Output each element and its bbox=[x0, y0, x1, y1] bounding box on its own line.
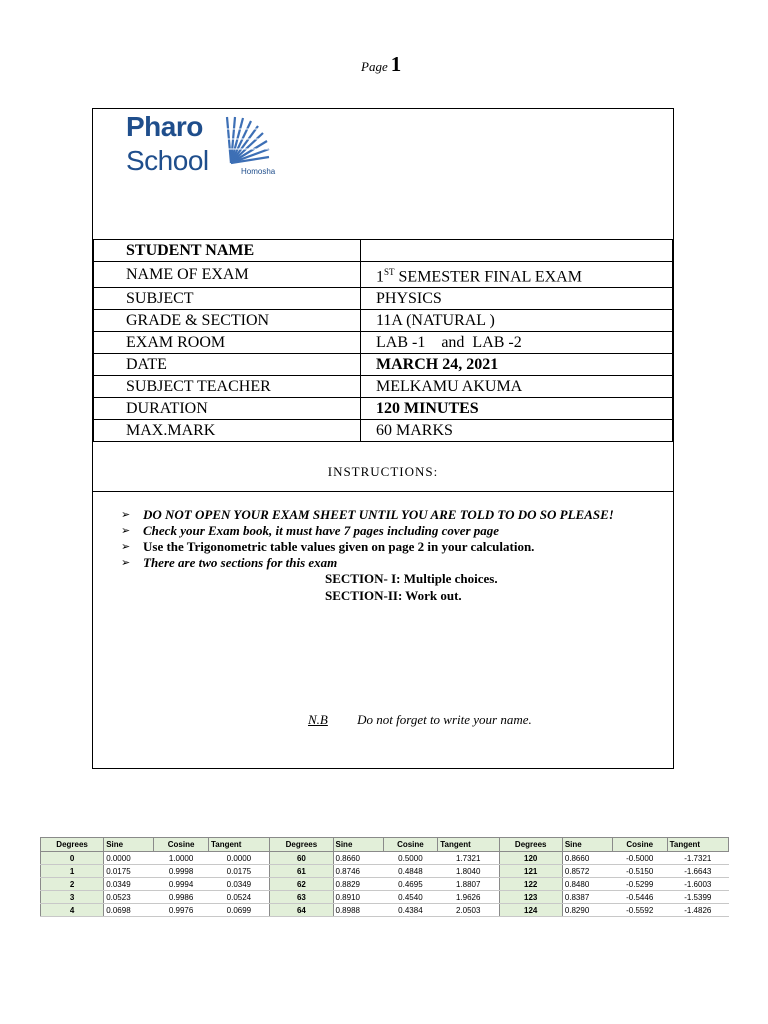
table-cell: 0.8746 bbox=[333, 865, 383, 878]
info-value: 11A (NATURAL ) bbox=[361, 310, 673, 332]
table-cell: 124 bbox=[499, 904, 562, 917]
table-cell: 0.0000 bbox=[104, 852, 154, 865]
table-cell: 0.0349 bbox=[104, 878, 154, 891]
table-cell: 121 bbox=[499, 865, 562, 878]
arrow-bullet-icon: ➢ bbox=[121, 541, 131, 553]
info-value: 120 MINUTES bbox=[361, 398, 673, 420]
col-header: Cosine bbox=[612, 838, 667, 852]
table-cell: -0.5150 bbox=[612, 865, 667, 878]
info-row bbox=[94, 310, 673, 332]
divider bbox=[93, 491, 673, 492]
section-item: SECTION-II: Work out. bbox=[325, 588, 462, 603]
info-label: MAX.MARK bbox=[94, 420, 361, 442]
table-cell: 64 bbox=[270, 904, 333, 917]
page-number-value: 1 bbox=[390, 52, 402, 76]
col-header: Tangent bbox=[667, 838, 728, 852]
arrow-bullet-icon: ➢ bbox=[121, 509, 131, 521]
table-row bbox=[41, 865, 729, 878]
table-cell: 63 bbox=[270, 891, 333, 904]
ordinal-suffix: ST bbox=[384, 267, 395, 277]
col-header: Tangent bbox=[438, 838, 499, 852]
table-cell: 120 bbox=[499, 852, 562, 865]
table-cell: 61 bbox=[270, 865, 333, 878]
nb-label: N.B bbox=[308, 712, 328, 727]
info-label: NAME OF EXAM bbox=[94, 262, 361, 288]
instructions-list bbox=[121, 507, 614, 571]
list-item bbox=[121, 523, 614, 539]
table-cell: -0.5446 bbox=[612, 891, 667, 904]
table-cell: 0.0524 bbox=[208, 891, 269, 904]
sections-list bbox=[325, 570, 498, 604]
info-row bbox=[94, 332, 673, 354]
cover-sheet bbox=[92, 108, 674, 769]
table-cell: 0.0699 bbox=[208, 904, 269, 917]
info-label: SUBJECT bbox=[94, 288, 361, 310]
info-label: STUDENT NAME bbox=[94, 240, 361, 262]
table-cell: 0.8910 bbox=[333, 891, 383, 904]
table-cell: 4 bbox=[41, 904, 104, 917]
section-item: SECTION- I: Multiple choices. bbox=[325, 571, 498, 586]
table-cell: 3 bbox=[41, 891, 104, 904]
table-cell: 1.9626 bbox=[438, 891, 499, 904]
arrow-bullet-icon: ➢ bbox=[121, 557, 131, 569]
info-row bbox=[94, 398, 673, 420]
student-name-field[interactable] bbox=[361, 240, 673, 262]
info-label: DURATION bbox=[94, 398, 361, 420]
col-header: Degrees bbox=[499, 838, 562, 852]
table-cell: 0.9994 bbox=[154, 878, 209, 891]
trig-body bbox=[41, 852, 729, 917]
table-cell: 62 bbox=[270, 878, 333, 891]
col-header: Sine bbox=[333, 838, 383, 852]
table-cell: 2.0503 bbox=[438, 904, 499, 917]
table-cell: 1.7321 bbox=[438, 852, 499, 865]
table-cell: -1.6643 bbox=[667, 865, 728, 878]
table-cell: -1.6003 bbox=[667, 878, 728, 891]
info-value: 60 MARKS bbox=[361, 420, 673, 442]
table-cell: 0.8387 bbox=[562, 891, 612, 904]
col-header: Sine bbox=[562, 838, 612, 852]
exam-info-table bbox=[93, 239, 673, 442]
table-cell: 1.0000 bbox=[154, 852, 209, 865]
school-logo bbox=[126, 111, 276, 181]
table-cell: 0.8988 bbox=[333, 904, 383, 917]
info-label: GRADE & SECTION bbox=[94, 310, 361, 332]
col-header: Sine bbox=[104, 838, 154, 852]
info-value: MELKAMU AKUMA bbox=[361, 376, 673, 398]
table-cell: 0.0349 bbox=[208, 878, 269, 891]
table-cell: 0.8290 bbox=[562, 904, 612, 917]
col-header: Degrees bbox=[270, 838, 333, 852]
table-cell: 0.9986 bbox=[154, 891, 209, 904]
table-row bbox=[41, 891, 729, 904]
info-row bbox=[94, 376, 673, 398]
table-cell: -1.5399 bbox=[667, 891, 728, 904]
table-cell: 1 bbox=[41, 865, 104, 878]
instruction-text: Use the Trigonometric table values given on page 2 in your calculation. bbox=[143, 539, 535, 554]
table-cell: -0.5299 bbox=[612, 878, 667, 891]
page-number bbox=[361, 52, 401, 77]
table-cell: 0.4540 bbox=[383, 891, 438, 904]
table-cell: 0.9998 bbox=[154, 865, 209, 878]
table-cell: 0.5000 bbox=[383, 852, 438, 865]
table-cell: 0.0698 bbox=[104, 904, 154, 917]
table-row bbox=[41, 852, 729, 865]
list-item bbox=[121, 507, 614, 523]
table-cell: 0.8829 bbox=[333, 878, 383, 891]
info-value bbox=[361, 262, 673, 288]
table-cell: 0.0000 bbox=[208, 852, 269, 865]
info-value: PHYSICS bbox=[361, 288, 673, 310]
table-cell: 0 bbox=[41, 852, 104, 865]
instruction-text: Check your Exam book, it must have 7 pages including cover page bbox=[143, 523, 500, 538]
table-row bbox=[41, 878, 729, 891]
info-row bbox=[94, 288, 673, 310]
instructions-heading: INSTRUCTIONS: bbox=[327, 464, 439, 479]
table-cell: -1.4826 bbox=[667, 904, 728, 917]
page-label-text: Page bbox=[361, 59, 388, 74]
table-cell: 123 bbox=[499, 891, 562, 904]
nb-text: Do not forget to write your name. bbox=[357, 712, 532, 727]
col-header: Degrees bbox=[41, 838, 104, 852]
info-value: LAB -1 and LAB -2 bbox=[361, 332, 673, 354]
table-cell: 1.8040 bbox=[438, 865, 499, 878]
info-label: EXAM ROOM bbox=[94, 332, 361, 354]
col-header: Tangent bbox=[208, 838, 269, 852]
col-header: Cosine bbox=[383, 838, 438, 852]
logo-fan-icon bbox=[223, 115, 271, 165]
table-cell: 0.4848 bbox=[383, 865, 438, 878]
info-row bbox=[94, 420, 673, 442]
table-cell: 0.8660 bbox=[333, 852, 383, 865]
table-cell: 0.0523 bbox=[104, 891, 154, 904]
table-cell: -0.5592 bbox=[612, 904, 667, 917]
trig-header-row bbox=[41, 838, 729, 852]
logo-homosha-text: Homosha bbox=[241, 167, 276, 176]
table-cell: 0.4695 bbox=[383, 878, 438, 891]
table-row bbox=[41, 904, 729, 917]
exam-name-text: SEMESTER FINAL EXAM bbox=[398, 268, 582, 286]
table-cell: 0.9976 bbox=[154, 904, 209, 917]
trig-table bbox=[40, 837, 729, 917]
table-cell: 2 bbox=[41, 878, 104, 891]
table-cell: 122 bbox=[499, 878, 562, 891]
table-cell: 0.8660 bbox=[562, 852, 612, 865]
info-row bbox=[94, 354, 673, 376]
info-label: SUBJECT TEACHER bbox=[94, 376, 361, 398]
info-row bbox=[94, 262, 673, 288]
table-cell: -0.5000 bbox=[612, 852, 667, 865]
list-item bbox=[121, 539, 614, 555]
info-label: DATE bbox=[94, 354, 361, 376]
info-value: MARCH 24, 2021 bbox=[361, 354, 673, 376]
table-cell: 0.4384 bbox=[383, 904, 438, 917]
table-cell: 0.0175 bbox=[104, 865, 154, 878]
instruction-text: There are two sections for this exam bbox=[143, 555, 338, 570]
arrow-bullet-icon: ➢ bbox=[121, 525, 131, 537]
logo-pharo-text: Pharo bbox=[126, 111, 203, 142]
ordinal-number: 1 bbox=[376, 268, 384, 286]
list-item bbox=[121, 555, 614, 571]
table-cell: 0.8572 bbox=[562, 865, 612, 878]
logo-school-text: School bbox=[126, 145, 209, 176]
instruction-text: DO NOT OPEN YOUR EXAM SHEET UNTIL YOU ARE TOLD TO DO SO PLEASE! bbox=[143, 507, 614, 522]
table-cell: -1.7321 bbox=[667, 852, 728, 865]
table-cell: 0.8480 bbox=[562, 878, 612, 891]
table-cell: 0.0175 bbox=[208, 865, 269, 878]
table-cell: 60 bbox=[270, 852, 333, 865]
col-header: Cosine bbox=[154, 838, 209, 852]
table-cell: 1.8807 bbox=[438, 878, 499, 891]
info-row bbox=[94, 240, 673, 262]
nota-bene bbox=[308, 712, 532, 728]
